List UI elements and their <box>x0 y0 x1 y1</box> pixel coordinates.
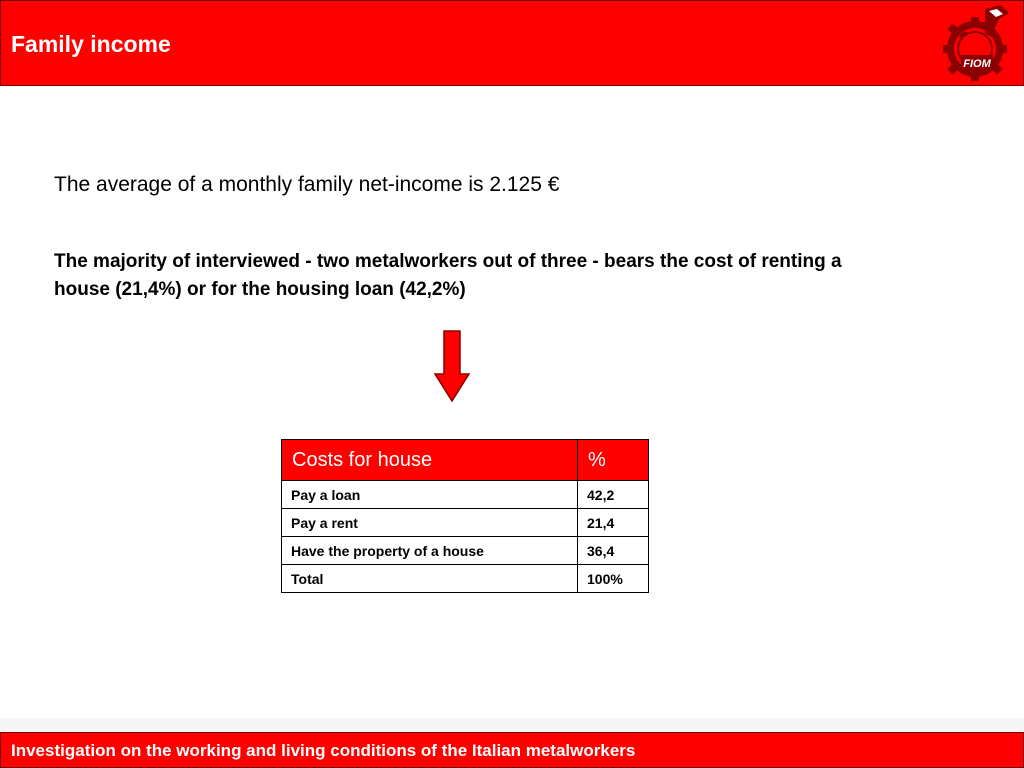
majority-statement: The majority of interviewed - two metalworkers out of three - bears the cost of renting a house (21,4%) or for the housing loan (42,2%) <box>54 251 842 300</box>
row-value: 100% <box>578 565 649 593</box>
footer-bar <box>0 732 1024 768</box>
table-row <box>282 565 649 593</box>
page-title: Family income <box>11 31 171 57</box>
row-label: Have the property of a house <box>282 537 578 565</box>
table-row <box>282 537 649 565</box>
row-value: 36,4 <box>578 537 649 565</box>
row-label: Pay a loan <box>282 481 578 509</box>
row-label: Pay a rent <box>282 509 578 537</box>
footer-text: Investigation on the working and living conditions of the Italian metalworkers <box>11 741 636 760</box>
average-income-text: The average of a monthly family net-income is 2.125 € <box>54 173 560 196</box>
fiom-logo <box>939 3 1017 87</box>
costs-table <box>281 439 649 593</box>
table-row <box>282 481 649 509</box>
row-value: 42,2 <box>578 481 649 509</box>
table-header-row <box>282 440 649 481</box>
logo-text: FIOM <box>963 58 991 70</box>
column-header-costs: Costs for house <box>282 440 578 481</box>
footer-divider <box>0 718 1024 732</box>
header-bar <box>0 0 1024 86</box>
table-row <box>282 509 649 537</box>
column-header-percent: % <box>578 440 649 481</box>
row-value: 21,4 <box>578 509 649 537</box>
row-label: Total <box>282 565 578 593</box>
down-arrow-icon <box>434 330 470 402</box>
